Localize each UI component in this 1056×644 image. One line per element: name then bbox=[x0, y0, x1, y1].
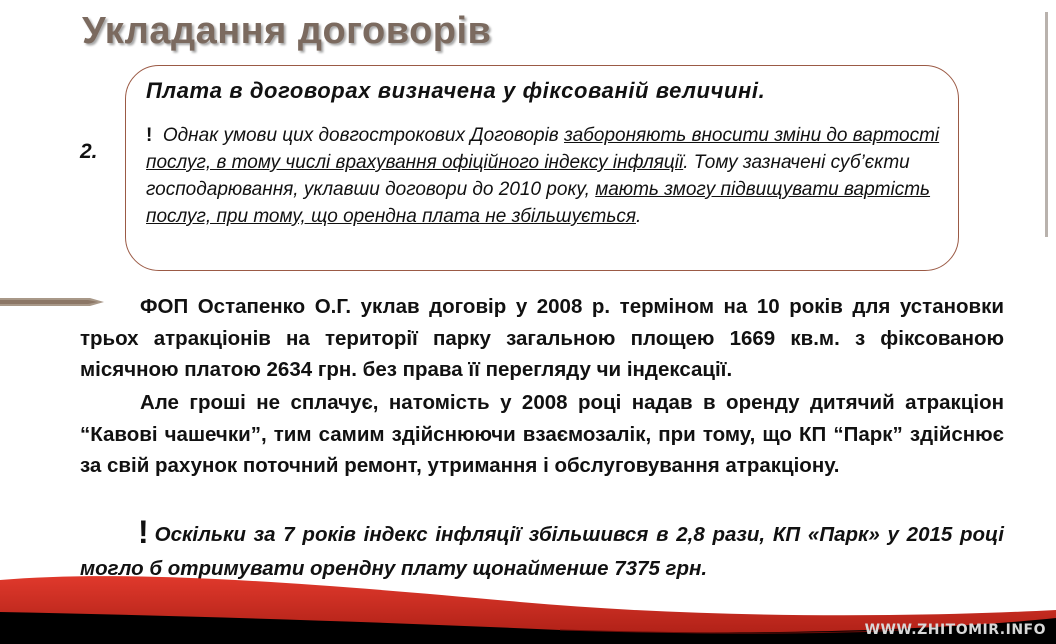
callout-text-2: забороняють вносити зміни до вартості послуг, в тому числі врахування офіційного індексу інфляції bbox=[146, 125, 940, 173]
callout-box bbox=[125, 65, 959, 271]
conclusion-exclamation: ! bbox=[138, 514, 149, 550]
callout-body bbox=[146, 122, 946, 230]
callout-text-5: . bbox=[635, 206, 642, 227]
paragraph-2 bbox=[80, 387, 1004, 482]
conclusion-text: Оскільки за 7 років індекс інфляції збільшився в 2,8 рази, КП «Парк» у 2015 році могло б отримувати орендну плату щонайменше 7375 грн. bbox=[80, 523, 1004, 580]
paragraph-2-text: Але гроші не сплачує, натомість у 2008 році надав в оренду дитячий атракціон “Кавові чашечки”, тим самим здійснюючи взаємозалік, при тому, що КП “Парк” здійснює за свій рахунок поточний ремонт, утримання і обслуговування атракціону. bbox=[80, 391, 1004, 477]
callout-heading: Плата в договорах визначена у фіксованій величині. bbox=[146, 78, 766, 103]
paragraph-1-text: ФОП Остапенко О.Г. уклав договір у 2008 р. терміном на 10 років для установки трьох атракціонів на території парку загальною площею 1669 кв.м. з фіксованою місячною платою 2634 грн. без права її перегляду чи індексації. bbox=[80, 295, 1004, 381]
watermark: WWW.ZHITOMIR.INFO bbox=[864, 622, 1046, 638]
paragraph-1 bbox=[80, 291, 1004, 386]
callout-text-4: мають змогу підвищувати вартість послуг, при тому, що орендна плата не збільшується bbox=[146, 179, 931, 227]
right-divider bbox=[1045, 12, 1048, 237]
slide-title: Укладання договорів bbox=[82, 10, 492, 52]
callout-exclamation: ! bbox=[146, 125, 153, 146]
item-number: 2. bbox=[80, 140, 98, 163]
callout-text-3: . Тому зазначені суб’єкти господарювання, уклавши договори до 2010 року, bbox=[146, 152, 910, 200]
callout-text-1: Однак умови цих довгострокових Договорів bbox=[162, 125, 559, 146]
